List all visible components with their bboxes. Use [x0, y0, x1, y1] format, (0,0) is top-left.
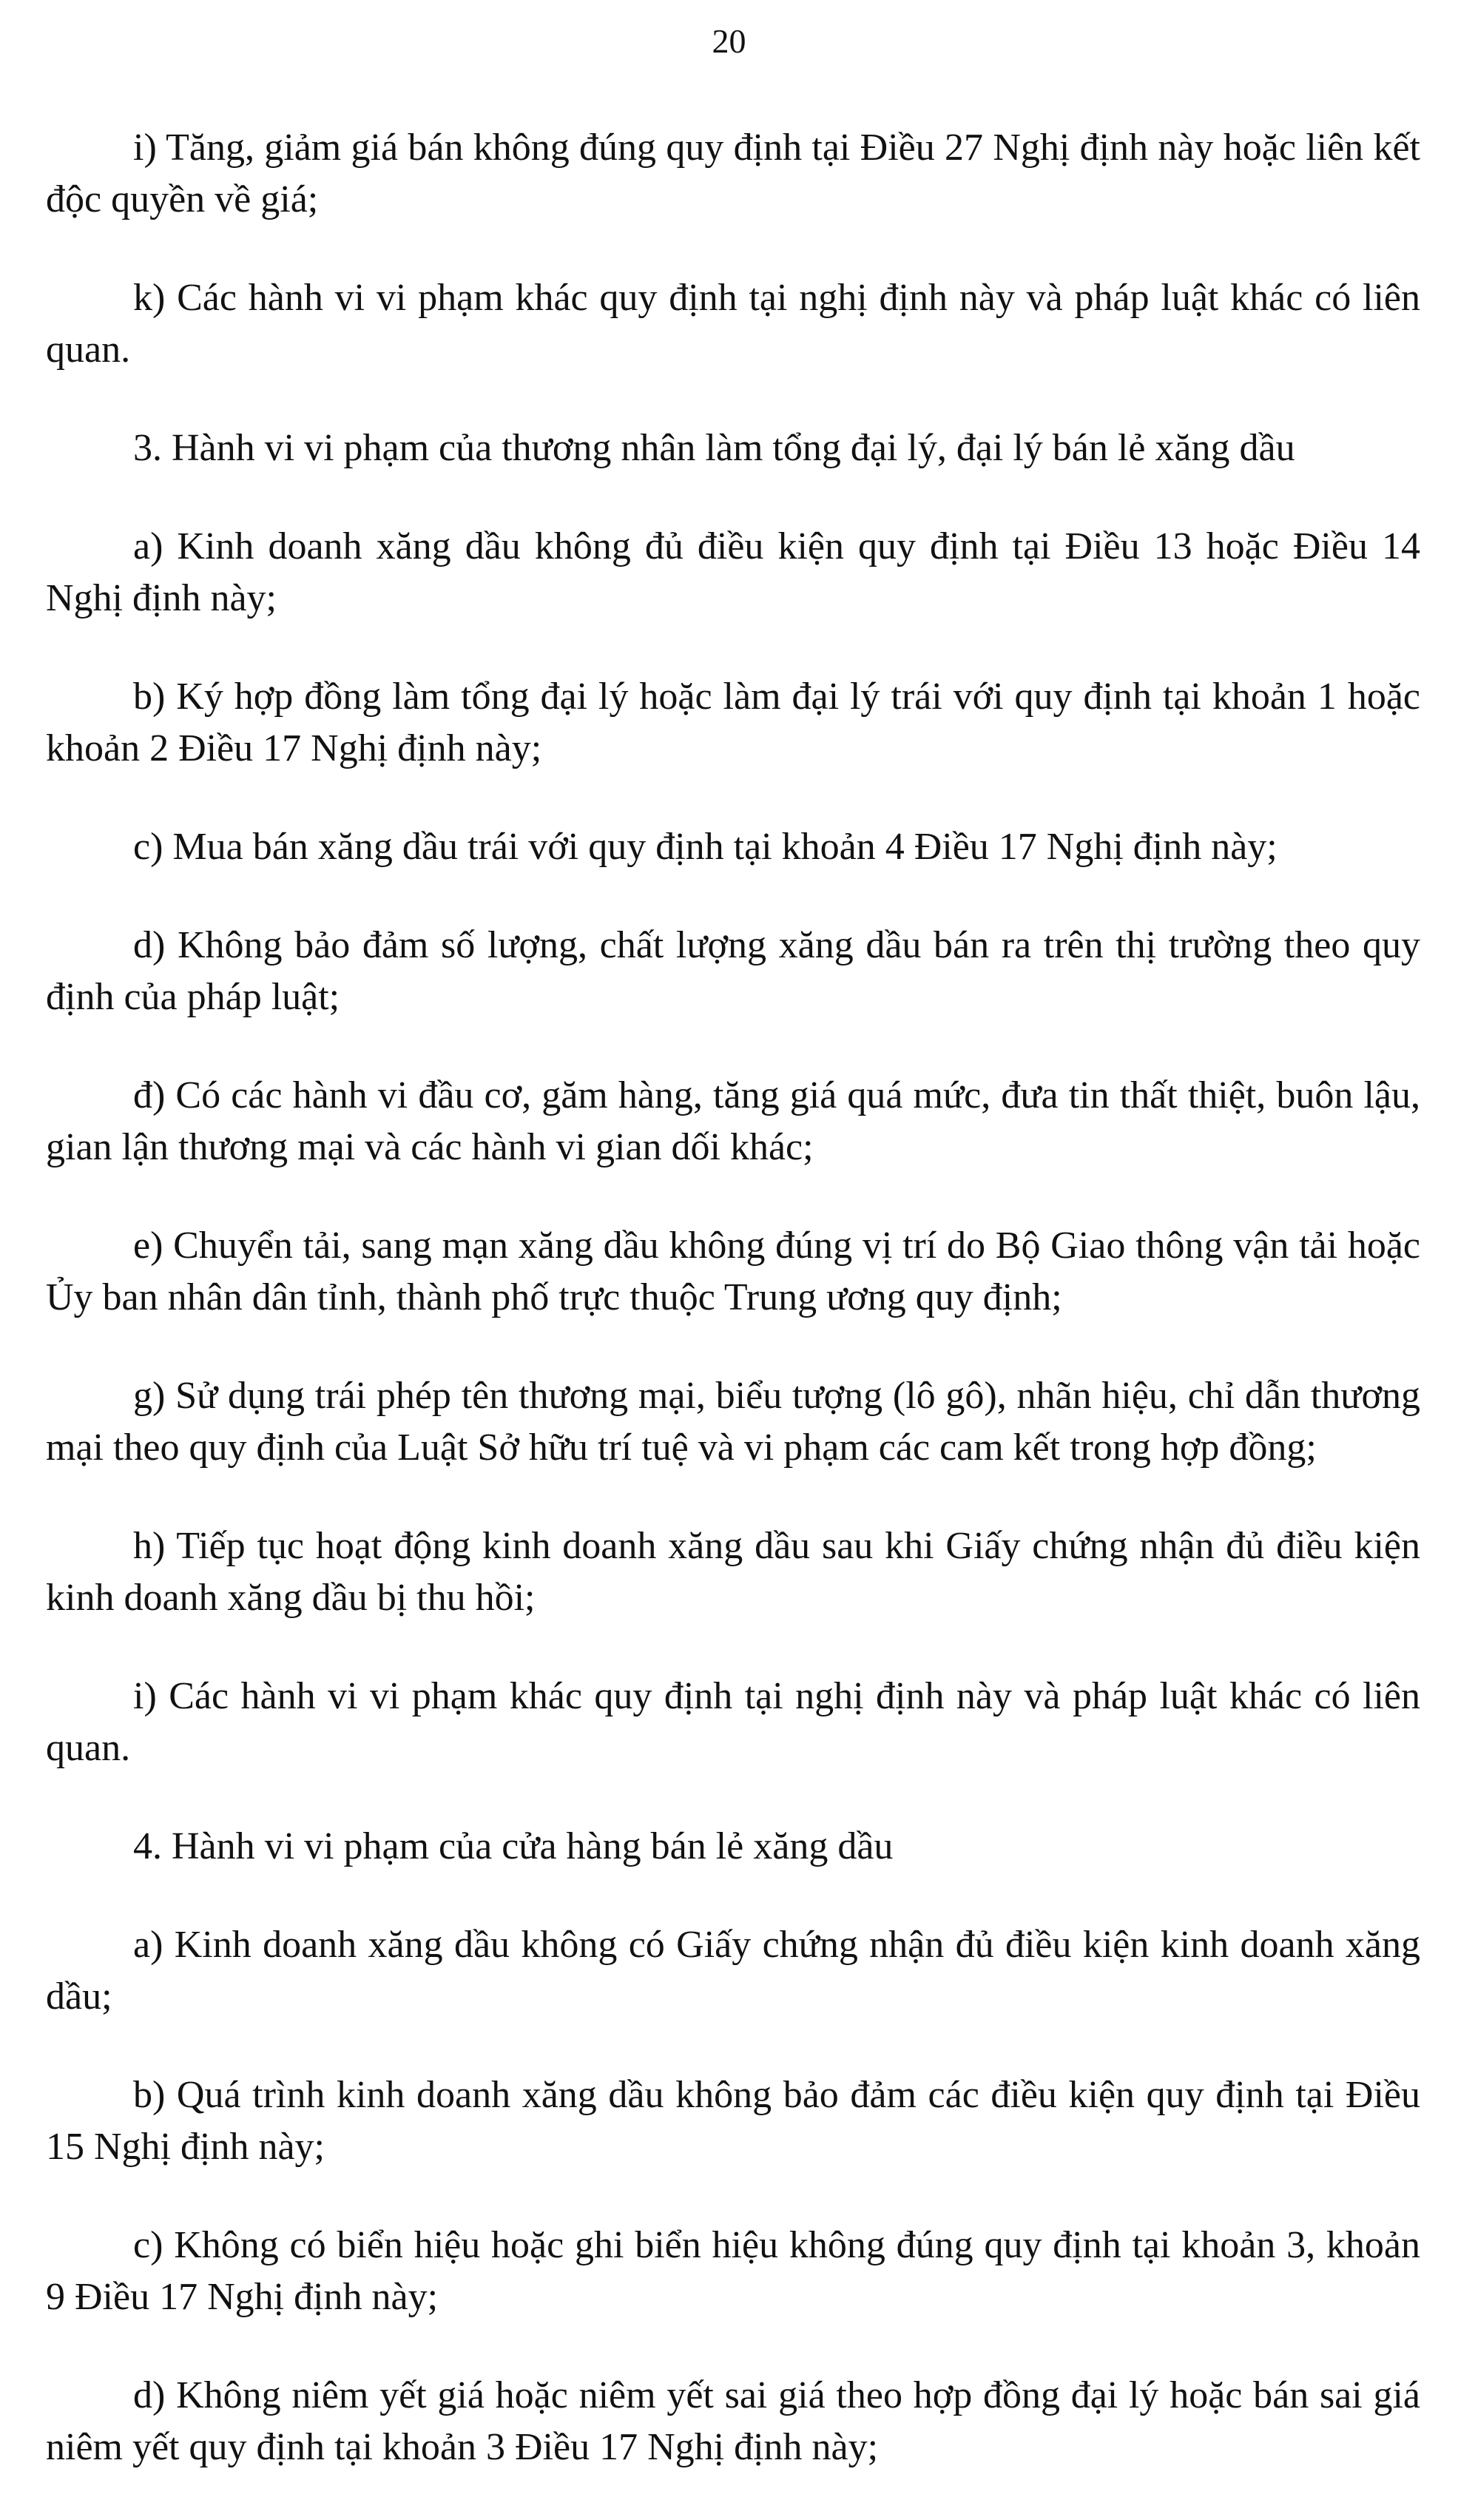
paragraph-4b: b) Quá trình kinh doanh xăng dầu không bảo đảm các điều kiện quy định tại Điều 15 Nghị định này; — [46, 2074, 1420, 2168]
paragraph-3d: d) Không bảo đảm số lượng, chất lượng xăng dầu bán ra trên thị trường theo quy định của pháp luật; — [46, 924, 1420, 1018]
page-number: 20 — [712, 22, 746, 60]
paragraph-3dd: đ) Có các hành vi đầu cơ, găm hàng, tăng giá quá mức, đưa tin thất thiệt, buôn lậu, gian lận thương mại và các hành vi gian dối khác; — [46, 1074, 1420, 1168]
section-4-heading: 4. Hành vi vi phạm của cửa hàng bán lẻ xăng dầu — [133, 1825, 894, 1867]
document-body — [46, 122, 1420, 2520]
section-3-heading: 3. Hành vi vi phạm của thương nhân làm tổng đại lý, đại lý bán lẻ xăng dầu — [133, 427, 1295, 469]
paragraph-3e: e) Chuyển tải, sang mạn xăng dầu không đúng vị trí do Bộ Giao thông vận tải hoặc Ủy ban nhân dân tỉnh, thành phố trực thuộc Trung ương quy định; — [46, 1224, 1420, 1318]
paragraph-3c: c) Mua bán xăng dầu trái với quy định tại khoản 4 Điều 17 Nghị định này; — [133, 826, 1278, 868]
paragraph-3b: b) Ký hợp đồng làm tổng đại lý hoặc làm đại lý trái với quy định tại khoản 1 hoặc khoản 2 Điều 17 Nghị định này; — [46, 676, 1420, 769]
paragraph-4c: c) Không có biển hiệu hoặc ghi biển hiệu không đúng quy định tại khoản 3, khoản 9 Điều 17 Nghị định này; — [46, 2224, 1420, 2318]
paragraph-3a: a) Kinh doanh xăng dầu không đủ điều kiện quy định tại Điều 13 hoặc Điều 14 Nghị định này; — [46, 525, 1420, 619]
paragraph-4d: d) Không niêm yết giá hoặc niêm yết sai giá theo hợp đồng đại lý hoặc bán sai giá niêm yết quy định tại khoản 3 Điều 17 Nghị định này; — [46, 2374, 1420, 2468]
paragraph-3h: h) Tiếp tục hoạt động kinh doanh xăng dầu sau khi Giấy chứng nhận đủ điều kiện kinh doanh xăng dầu bị thu hồi; — [46, 1525, 1420, 1619]
paragraph-3g: g) Sử dụng trái phép tên thương mại, biểu tượng (lô gô), nhãn hiệu, chỉ dẫn thương mại theo quy định của Luật Sở hữu trí tuệ và vi phạm các cam kết trong hợp đồng; — [46, 1375, 1420, 1469]
paragraph-3i: i) Các hành vi vi phạm khác quy định tại nghị định này và pháp luật khác có liên quan. — [46, 1675, 1420, 1769]
paragraph-2i: i) Tăng, giảm giá bán không đúng quy định tại Điều 27 Nghị định này hoặc liên kết độc quyền về giá; — [46, 127, 1420, 220]
paragraph-2k: k) Các hành vi vi phạm khác quy định tại nghị định này và pháp luật khác có liên quan. — [46, 277, 1420, 371]
paragraph-4a: a) Kinh doanh xăng dầu không có Giấy chứng nhận đủ điều kiện kinh doanh xăng dầu; — [46, 1924, 1420, 2018]
